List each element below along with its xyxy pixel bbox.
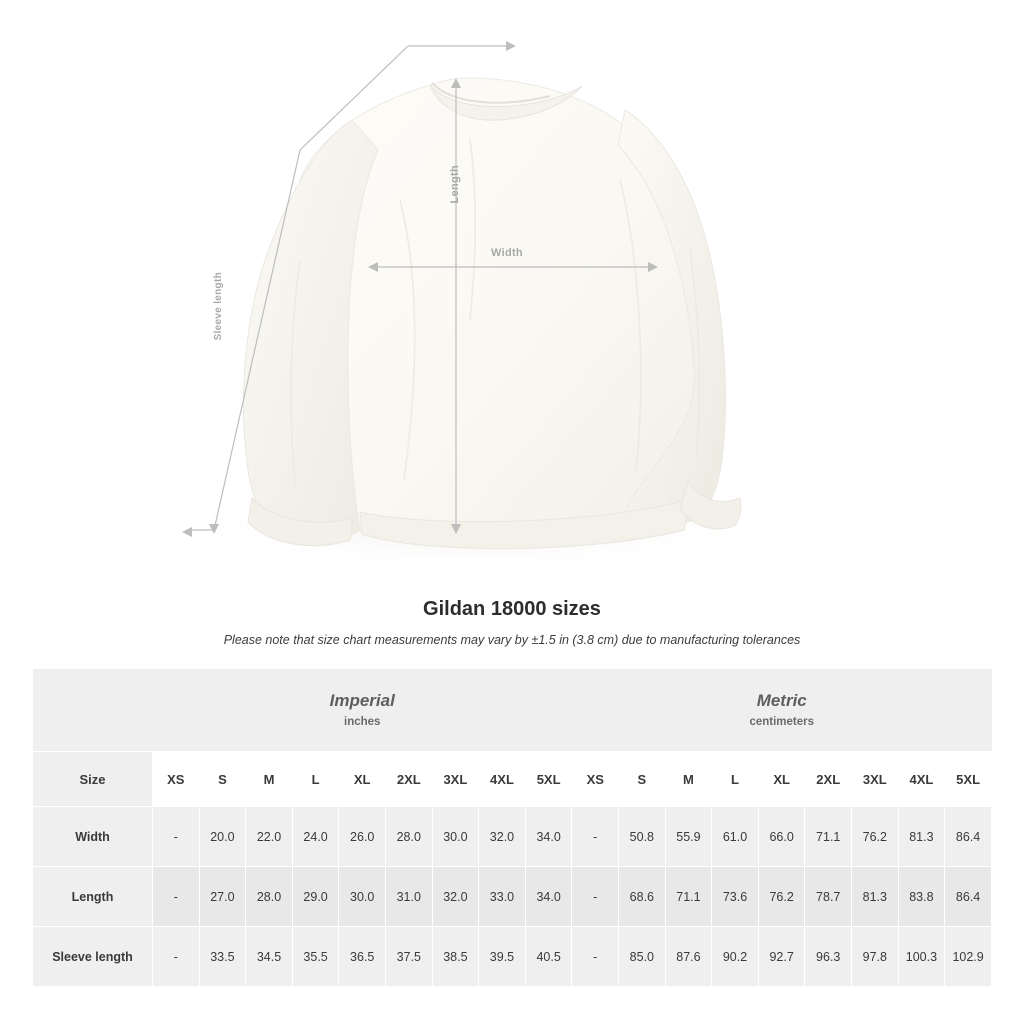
size-col-header: XS: [572, 752, 619, 807]
imperial-header: [153, 669, 572, 752]
cell: 100.3: [898, 927, 945, 987]
size-col-header: 4XL: [898, 752, 945, 807]
cell: 71.1: [665, 867, 712, 927]
cell: 34.0: [525, 807, 572, 867]
table-row: [33, 807, 992, 867]
size-col-header: XL: [339, 752, 386, 807]
cell: 33.5: [199, 927, 246, 987]
cell: 102.9: [945, 927, 992, 987]
size-col-header: L: [712, 752, 759, 807]
cell: 28.0: [385, 807, 432, 867]
cell: 34.0: [525, 867, 572, 927]
cell: -: [153, 867, 200, 927]
cell: 20.0: [199, 807, 246, 867]
cell: 86.4: [945, 807, 992, 867]
size-col-header: 3XL: [852, 752, 899, 807]
cell: 26.0: [339, 807, 386, 867]
cell: 30.0: [339, 867, 386, 927]
cell: -: [572, 807, 619, 867]
cell: 32.0: [479, 807, 526, 867]
sleeve-length-dimension-label: Sleeve length: [213, 272, 224, 341]
size-header-label: Size: [33, 752, 153, 807]
cell: 30.0: [432, 807, 479, 867]
cell: -: [572, 927, 619, 987]
corner-cell: [33, 669, 153, 752]
row-label-width: Width: [33, 807, 153, 867]
cell: 81.3: [898, 807, 945, 867]
metric-header: [572, 669, 992, 752]
metric-title: Metric: [756, 691, 807, 711]
cell: 83.8: [898, 867, 945, 927]
size-chart-table-wrap: [32, 669, 992, 987]
size-col-header: 2XL: [385, 752, 432, 807]
cell: 32.0: [432, 867, 479, 927]
cell: 71.1: [805, 807, 852, 867]
row-label-length: Length: [33, 867, 153, 927]
size-chart-table: [32, 669, 992, 987]
size-col-header: XS: [153, 752, 200, 807]
cell: 96.3: [805, 927, 852, 987]
cell: 73.6: [712, 867, 759, 927]
tolerance-note: Please note that size chart measurements may vary by ±1.5 in (3.8 cm) due to manufacturing tolerances: [223, 633, 801, 647]
size-col-header: XL: [758, 752, 805, 807]
size-col-header: S: [619, 752, 666, 807]
cell: 78.7: [805, 867, 852, 927]
title-block: [0, 598, 1024, 647]
size-col-header: 4XL: [479, 752, 526, 807]
cell: 76.2: [852, 807, 899, 867]
imperial-title: Imperial: [329, 691, 395, 711]
cell: 39.5: [479, 927, 526, 987]
cell: 61.0: [712, 807, 759, 867]
size-header-row: [33, 752, 992, 807]
cell: 28.0: [246, 867, 293, 927]
cell: 29.0: [292, 867, 339, 927]
metric-subtitle: centimeters: [749, 715, 814, 728]
size-col-header: 5XL: [525, 752, 572, 807]
cell: 86.4: [945, 867, 992, 927]
size-col-header: 5XL: [945, 752, 992, 807]
cell: 76.2: [758, 867, 805, 927]
cell: 24.0: [292, 807, 339, 867]
cell: 37.5: [385, 927, 432, 987]
cell: -: [572, 867, 619, 927]
table-row: [33, 867, 992, 927]
unit-header-row: [33, 669, 992, 752]
cell: -: [153, 807, 200, 867]
cell: 35.5: [292, 927, 339, 987]
cell: 36.5: [339, 927, 386, 987]
size-col-header: L: [292, 752, 339, 807]
width-dimension-label: Width: [491, 247, 523, 259]
table-row: [33, 927, 992, 987]
cell: 33.0: [479, 867, 526, 927]
size-col-header: M: [246, 752, 293, 807]
cell: 40.5: [525, 927, 572, 987]
page-title: Gildan 18000 sizes: [423, 598, 601, 620]
size-col-header: 2XL: [805, 752, 852, 807]
cell: 50.8: [619, 807, 666, 867]
cell: 55.9: [665, 807, 712, 867]
length-dimension-label: Length: [449, 165, 461, 204]
imperial-subtitle: inches: [344, 715, 381, 728]
cell: 22.0: [246, 807, 293, 867]
cell: 87.6: [665, 927, 712, 987]
cell: 27.0: [199, 867, 246, 927]
cell: 31.0: [385, 867, 432, 927]
cell: 81.3: [852, 867, 899, 927]
cell: 97.8: [852, 927, 899, 987]
size-col-header: S: [199, 752, 246, 807]
size-col-header: M: [665, 752, 712, 807]
row-label-sleeve-length: Sleeve length: [33, 927, 153, 987]
cell: 85.0: [619, 927, 666, 987]
cell: 66.0: [758, 807, 805, 867]
cell: 92.7: [758, 927, 805, 987]
cell: 34.5: [246, 927, 293, 987]
cell: 38.5: [432, 927, 479, 987]
cell: 68.6: [619, 867, 666, 927]
cell: -: [153, 927, 200, 987]
cell: 90.2: [712, 927, 759, 987]
size-col-header: 3XL: [432, 752, 479, 807]
